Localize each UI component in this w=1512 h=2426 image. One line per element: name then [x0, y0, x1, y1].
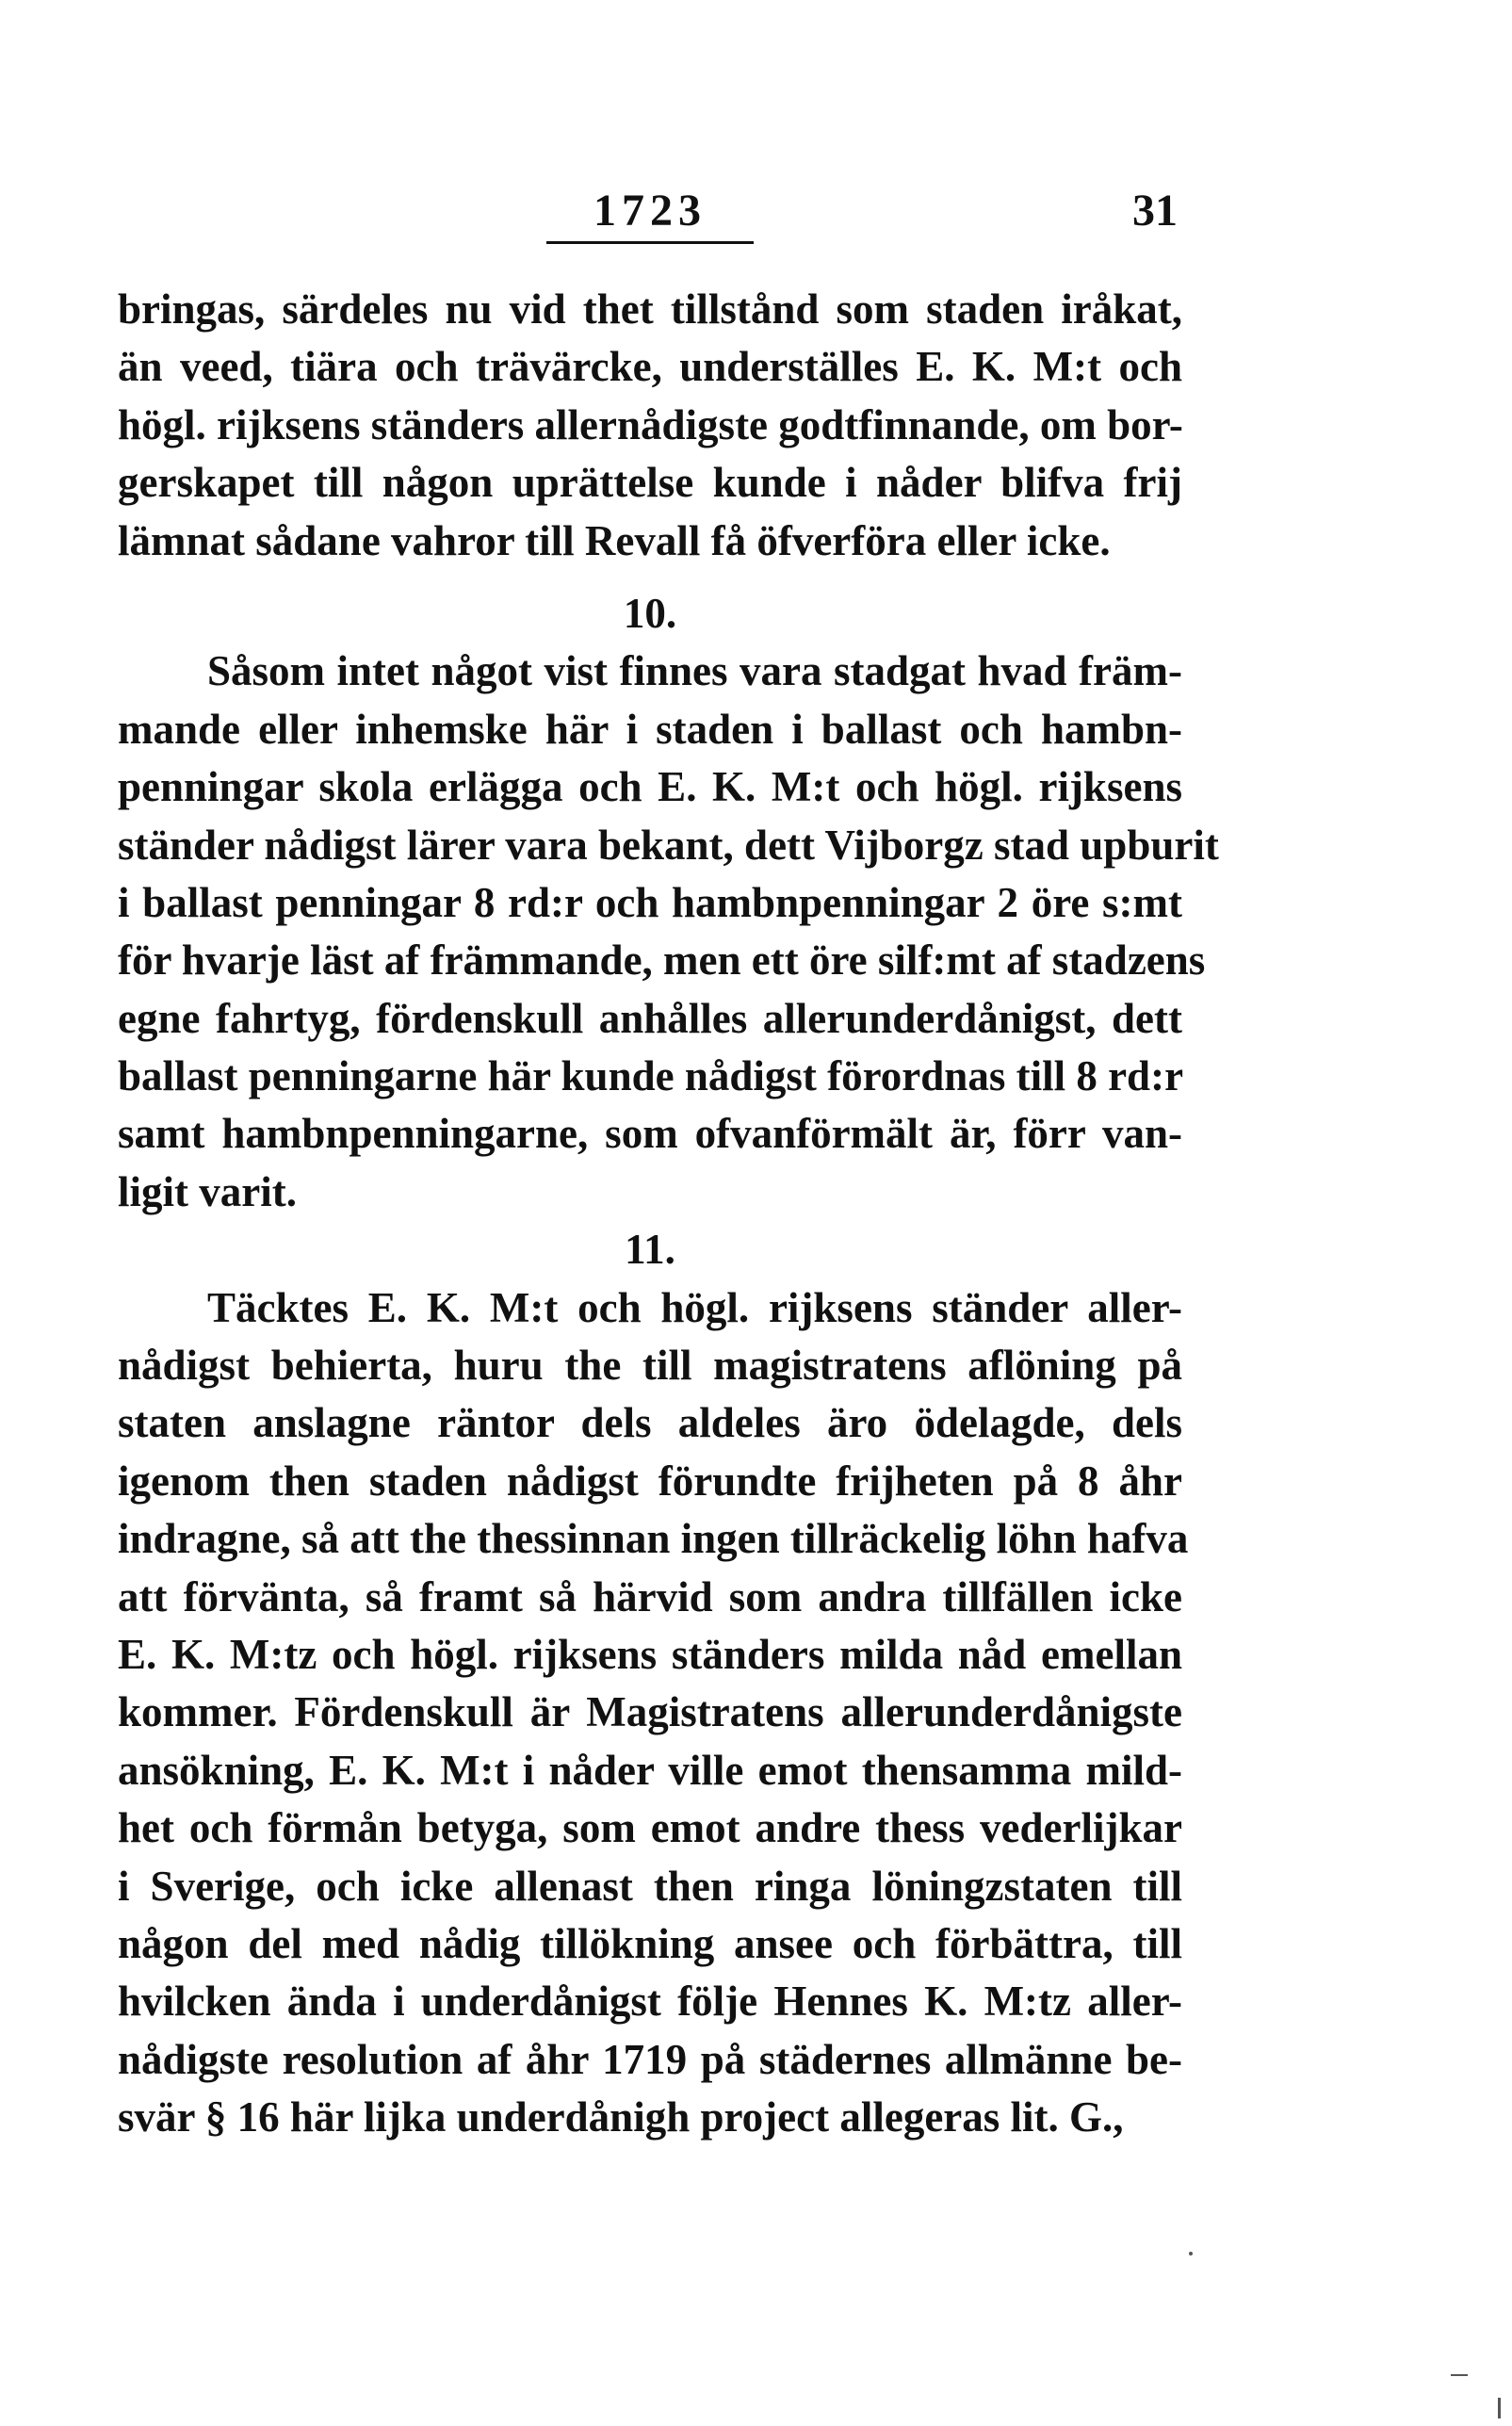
scan-speck — [1451, 2374, 1468, 2376]
text-line: högl. rijksens ständers allernådigste godtfinnande, om bor- — [118, 400, 1183, 448]
text-line: lämnat sådane vahror till Revall få öfverföra eller icke. — [118, 516, 1111, 564]
header-rule — [546, 241, 754, 244]
text-line: att förvänta, så framt så härvid som andra tillfällen icke — [118, 1572, 1182, 1620]
body-text — [118, 281, 1219, 2147]
text-line: någon del med nådig tillökning ansee och förbättra, till — [118, 1919, 1182, 1967]
text-line: gerskapet till någon uprättelse kunde i nåder blifva frij — [118, 459, 1182, 507]
text-line: samt hambnpenningarne, som ofvanförmält är, förr van- — [118, 1110, 1182, 1158]
text-line: i Sverige, och icke allenast then ringa löningzstaten till — [118, 1862, 1182, 1910]
text-line: E. K. M:tz och högl. rijksens ständers milda nåd emellan — [118, 1630, 1182, 1678]
text-line: het och förmån betyga, som emot andre thess vederlijkar — [118, 1804, 1182, 1852]
text-line: kommer. Fördenskull är Magistratens allerunderdånigste — [118, 1688, 1182, 1736]
page-header — [118, 185, 1178, 251]
text-line: Såsom intet något vist finnes vara stadgat hvad främ- — [207, 647, 1182, 695]
text-line: nådigst behierta, huru the till magistratens aflöning på — [118, 1342, 1182, 1390]
text-line: staten anslagne räntor dels aldeles äro ödelagde, dels — [118, 1399, 1182, 1447]
text-line: i ballast penningar 8 rd:r och hambnpenningar 2 öre s:mt — [118, 878, 1182, 926]
text-line: penningar skola erlägga och E. K. M:t och högl. rijksens — [118, 763, 1182, 811]
text-line: mande eller inhemske här i staden i ballast och hambn- — [118, 705, 1182, 753]
text-line: nådigste resolution af åhr 1719 på städernes allmänne be- — [118, 2035, 1182, 2083]
text-line: ansökning, E. K. M:t i nåder ville emot thensamma mild- — [118, 1746, 1182, 1794]
text-line: ligit varit. — [118, 1167, 297, 1215]
text-line: ständer nådigst lärer vara bekant, dett Vijborgz stad upburit — [118, 821, 1219, 869]
text-line: hvilcken ända i underdånigst följe Hennes K. M:tz aller- — [118, 1978, 1182, 2026]
text-line: igenom then staden nådigst förundte frijheten på 8 åhr — [118, 1457, 1182, 1505]
text-line: egne fahrtyg, fördenskull anhålles allerunderdånigst, dett — [118, 994, 1182, 1042]
section-number: 11. — [625, 1226, 675, 1274]
section-number: 10. — [623, 589, 677, 637]
scan-speck — [1189, 2252, 1193, 2255]
text-line: för hvarje läst af främmande, men ett öre silf:mt af stadzens — [118, 936, 1206, 985]
text-line: ballast penningarne här kunde nådigst förordnas till 8 rd:r — [118, 1052, 1184, 1100]
scan-speck — [1498, 2398, 1501, 2418]
text-line: än veed, tiära och trävärcke, underställes E. K. M:t och — [118, 343, 1182, 391]
text-line: bringas, särdeles nu vid thet tillstånd som staden iråkat, — [118, 285, 1182, 333]
running-head-year: 1723 — [593, 186, 707, 236]
text-line: Täcktes E. K. M:t och högl. rijksens ständer aller- — [207, 1283, 1182, 1331]
text-line: svär § 16 här lijka underdånigh project allegeras lit. G., — [118, 2093, 1124, 2141]
page-number: 31 — [1132, 186, 1178, 236]
text-line: indragne, så att the thessinnan ingen tillräckelig löhn hafva — [118, 1515, 1189, 1563]
